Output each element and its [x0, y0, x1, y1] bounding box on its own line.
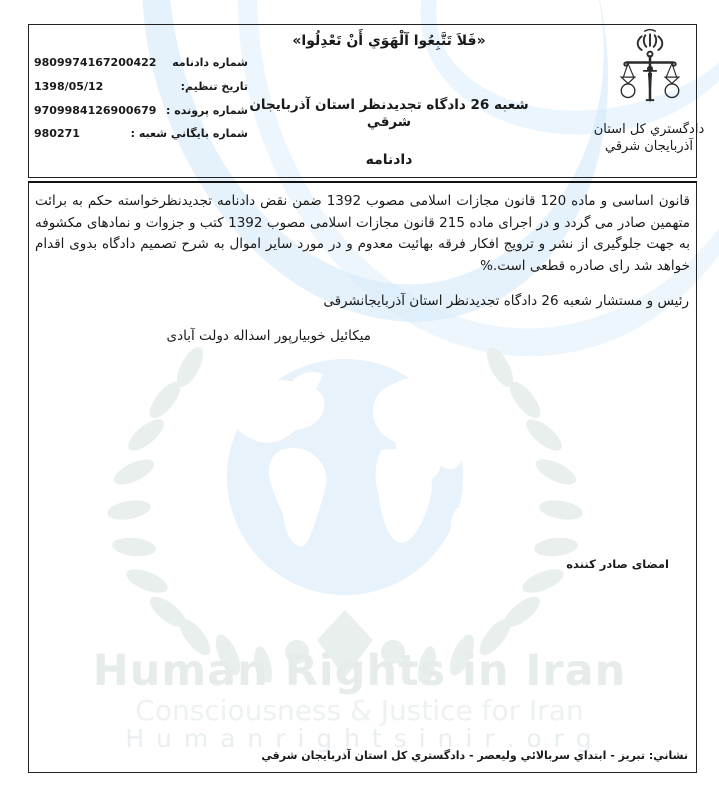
field-label-case-number: شماره پرونده :: [166, 104, 248, 117]
judiciary-scales-emblem-icon: [617, 28, 683, 120]
field-value-archive-number: 980271: [34, 127, 80, 140]
field-value-case-number: 9709984126900679: [34, 104, 157, 117]
court-branch-title-line1: شعبه 26 دادگاه تجديدنظر استان آذربايجان: [249, 97, 529, 113]
field-value-date: 1398/05/12: [34, 80, 104, 93]
field-label-archive-number: شماره بايگاني شعبه :: [130, 127, 248, 140]
document-header-box: [28, 24, 705, 178]
verdict-paragraph: قانون اساسی و ماده 120 قانون مجازات اسلامی مصوب 1392 ضمن نقض دادنامه تجدیدنظرخواسته حکم به برائت متهمین صادر می گردد و در اجرای ماده 215 قانون مجازات اسلامی مصوب 1392 کتب و جزوات و نمادهای مکشوفه به جهت جلوگیری از نشر و ترویج افکار فرقه بهائیت معدوم و در مورد سایر اموال به شرح تصمیم دادگاه بدوی اقدام خواهد شد رای صادره قطعی است.%: [35, 193, 690, 274]
watermark-url-text: H u m a n r i g h t s i n i r . o r g: [125, 724, 594, 753]
court-address: نشاني: تبريز - ابتداي سربالائي وليعصر - دادگستري كل استان آذربايجان شرقي: [261, 749, 688, 762]
judges-title-line: رئیس و مستشار شعبه 26 دادگاه تجدیدنظر استان آذربایجانشرقی: [323, 293, 689, 309]
field-label-judgment-number: شماره دادنامه: [172, 56, 248, 69]
document-type-title: دادنامه: [365, 152, 413, 168]
justice-department-name-line2: آذربايجان شرقي: [604, 139, 694, 154]
court-branch-title-line2: شرقي: [366, 114, 412, 130]
watermark-title-text: Human Rights in Iran: [92, 646, 627, 696]
field-value-judgment-number: 9809974167200422: [34, 56, 157, 69]
field-label-date: تاريخ تنظيم:: [180, 80, 248, 93]
quran-verse: «فَلاَ تَتَّبِعُوا آلْهَوَي أَنْ تَعْدِلُوا»: [292, 33, 486, 49]
issuer-signature-label: امضای صادر کننده: [566, 557, 669, 571]
court-branch-title: [199, 97, 579, 131]
judges-names: میکائیل خوبیارپور اسداله دولت آبادی: [166, 328, 371, 344]
justice-department-name-line1: دادگستري كل استان: [593, 122, 705, 137]
watermark-subtitle-text: Consciousness & Justice for Iran: [135, 694, 584, 727]
justice-department-name: [574, 121, 719, 155]
document-body-box: [28, 181, 697, 773]
